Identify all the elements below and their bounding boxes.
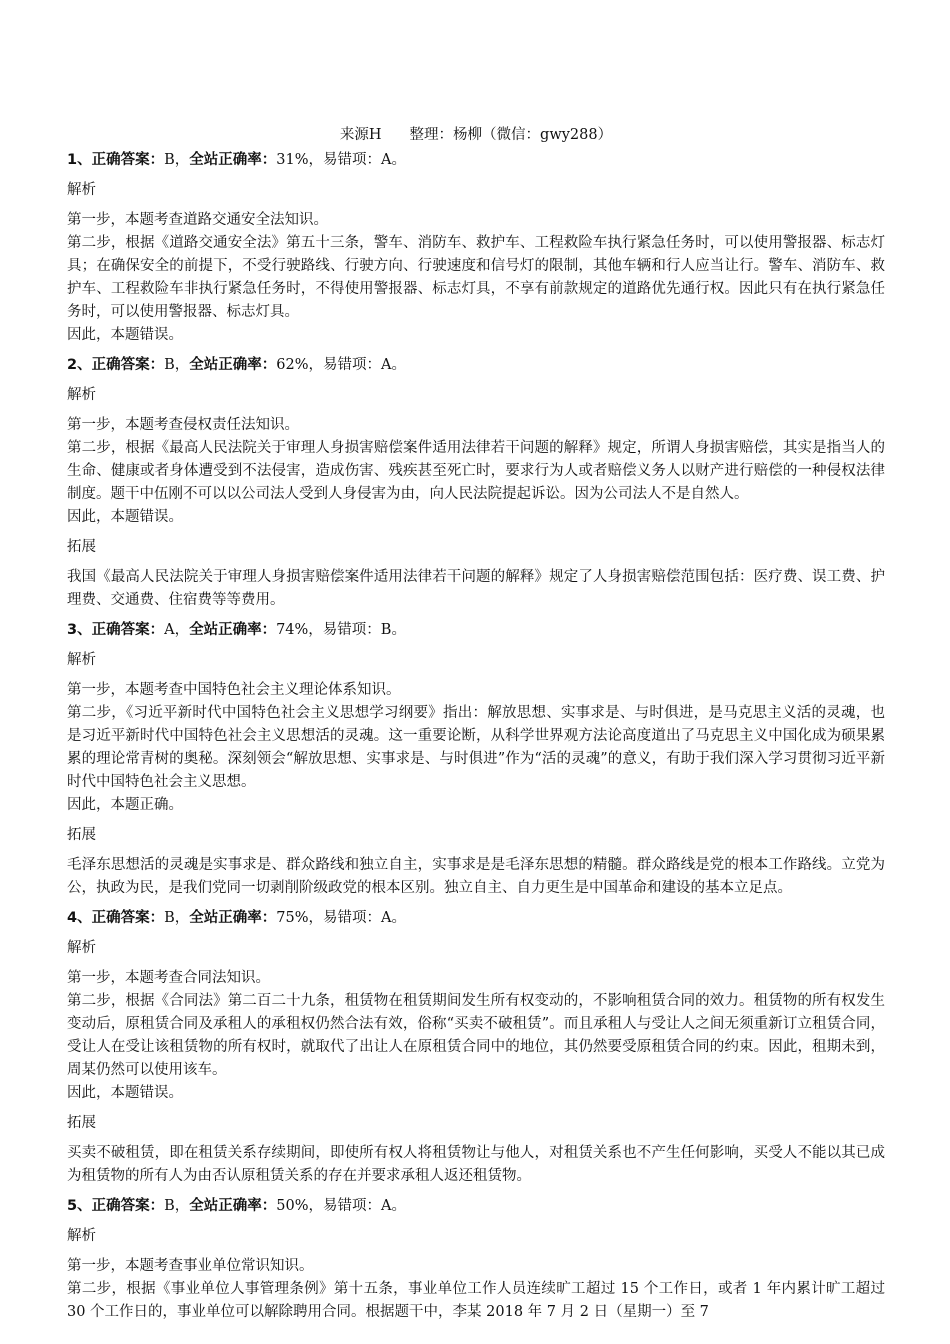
analysis-paragraph: 第一步，本题考查合同法知识。	[67, 970, 270, 986]
header-editor: 整理：杨柳（微信：gwy288）	[409, 127, 613, 143]
answer-key: 正确答案：	[91, 622, 165, 638]
spacer	[67, 347, 885, 354]
analysis-paragraph: 因此，本题错误。	[67, 1085, 183, 1101]
question-number: 2、	[67, 357, 92, 373]
answer-line	[67, 619, 885, 642]
rate-key: 全站正确率：	[189, 622, 277, 638]
analysis-label: 解析	[67, 387, 96, 403]
question-number: 4、	[67, 910, 92, 926]
answer-value: B，	[164, 910, 190, 926]
document-page	[67, 124, 885, 1331]
question-list	[67, 149, 885, 1331]
rate-key: 全站正确率：	[189, 1198, 277, 1214]
answer-line	[67, 354, 885, 377]
analysis-paragraph: 第二步，根据《最高人民法院关于审理人身损害赔偿案件适用法律若干问题的解释》规定，所谓人身损害赔偿，其实是指当人的生命、健康或者身体遭受到不法侵害，造成伤害、残疾甚至死亡时，要求行为人或者赔偿义务人以财产进行赔偿的一种侵权法律制度。题干中伍刚不可以以公司法人受到人身侵害为由，向人民法院提起诉讼。因为公司法人不是自然人。	[67, 440, 885, 502]
spacer	[67, 612, 885, 619]
header-source: 来源H	[339, 127, 382, 143]
extension-paragraph: 我国《最高人民法院关于审理人身损害赔偿案件适用法律若干问题的解释》规定了人身损害赔偿范围包括：医疗费、误工费、护理费、交通费、住宿费等等费用。	[67, 569, 885, 608]
answer-line	[67, 149, 885, 172]
rate-value: 74%，易错项：B。	[276, 622, 406, 638]
spacer	[67, 817, 885, 824]
answer-line	[67, 907, 885, 930]
analysis-label: 解析	[67, 940, 96, 956]
extension-label: 拓展	[67, 539, 96, 555]
analysis-paragraph: 因此，本题错误。	[67, 327, 183, 343]
analysis-paragraph: 因此，本题正确。	[67, 797, 183, 813]
question-number: 3、	[67, 622, 92, 638]
page-header	[67, 124, 885, 147]
analysis-label: 解析	[67, 652, 96, 668]
answer-key: 正确答案：	[91, 357, 165, 373]
question-number: 1、	[67, 152, 92, 168]
answer-line	[67, 1195, 885, 1218]
answer-value: B，	[164, 1198, 190, 1214]
answer-value: A，	[164, 622, 190, 638]
question-block	[67, 354, 885, 619]
answer-key: 正确答案：	[91, 1198, 165, 1214]
answer-value: B，	[164, 152, 190, 168]
question-block	[67, 149, 885, 354]
analysis-paragraph: 第一步，本题考查事业单位常识知识。	[67, 1258, 314, 1274]
analysis-paragraph: 第一步，本题考查侵权责任法知识。	[67, 417, 299, 433]
rate-key: 全站正确率：	[189, 152, 277, 168]
answer-key: 正确答案：	[91, 910, 165, 926]
spacer	[67, 900, 885, 907]
spacer	[67, 529, 885, 536]
rate-value: 75%，易错项：A。	[276, 910, 406, 926]
extension-paragraph: 买卖不破租赁，即在租赁关系存续期间，即使所有权人将租赁物让与他人，对租赁关系也不产生任何影响，买受人不能以其已成为租赁物的所有人为由否认原租赁关系的存在并要求承租人返还租赁物。	[67, 1145, 885, 1184]
analysis-paragraph: 因此，本题错误。	[67, 509, 183, 525]
analysis-paragraph: 第一步，本题考查中国特色社会主义理论体系知识。	[67, 682, 401, 698]
spacer	[67, 1105, 885, 1112]
rate-value: 31%，易错项：A。	[276, 152, 406, 168]
analysis-label: 解析	[67, 1228, 96, 1244]
rate-key: 全站正确率：	[189, 910, 277, 926]
rate-key: 全站正确率：	[189, 357, 277, 373]
analysis-paragraph: 第二步，根据《道路交通安全法》第五十三条，警车、消防车、救护车、工程救险车执行紧急任务时，可以使用警报器、标志灯具；在确保安全的前提下，不受行驶路线、行驶方向、行驶速度和信号灯的限制，其他车辆和行人应当让行。警车、消防车、救护车、工程救险车非执行紧急任务时，不得使用警报器、标志灯具，不享有前款规定的道路优先通行权。因此只有在执行紧急任务时，可以使用警报器、标志灯具。	[67, 235, 885, 320]
question-number: 5、	[67, 1198, 92, 1214]
answer-value: B，	[164, 357, 190, 373]
extension-label: 拓展	[67, 1115, 96, 1131]
analysis-paragraph: 第二步，《习近平新时代中国特色社会主义思想学习纲要》指出：解放思想、实事求是、与时俱进，是马克思主义活的灵魂，也是习近平新时代中国特色社会主义思想活的灵魂。这一重要论断，从科学世界观方法论高度道出了马克思主义中国化成为硕果累累的理论常青树的奥秘。深刻领会“解放思想、实事求是、与时俱进”作为“活的灵魂”的意义，有助于我们深入学习贯彻习近平新时代中国特色社会主义思想。	[67, 705, 885, 790]
rate-value: 62%，易错项：A。	[276, 357, 406, 373]
spacer	[67, 1324, 885, 1331]
rate-value: 50%，易错项：A。	[276, 1198, 406, 1214]
question-block	[67, 907, 885, 1195]
question-block	[67, 1195, 885, 1331]
analysis-paragraph: 第二步，根据《事业单位人事管理条例》第十五条，事业单位工作人员连续旷工超过 15 个工作日，或者 1 年内累计旷工超过 30 个工作日的，事业单位可以解除聘用合同。根据题干中，李某 2018 年 7 月 2 日（星期一）至 7	[67, 1281, 885, 1320]
spacer	[67, 1188, 885, 1195]
extension-paragraph: 毛泽东思想活的灵魂是实事求是、群众路线和独立自主，实事求是是毛泽东思想的精髓。群众路线是党的根本工作路线。立党为公，执政为民，是我们党同一切剥削阶级政党的根本区别。独立自主、自力更生是中国革命和建设的基本立足点。	[67, 857, 885, 896]
analysis-paragraph: 第一步，本题考查道路交通安全法知识。	[67, 212, 328, 228]
question-block	[67, 619, 885, 907]
answer-key: 正确答案：	[91, 152, 165, 168]
extension-label: 拓展	[67, 827, 96, 843]
analysis-paragraph: 第二步，根据《合同法》第二百二十九条，租赁物在租赁期间发生所有权变动的，不影响租赁合同的效力。租赁物的所有权发生变动后，原租赁合同及承租人的承租权仍然合法有效，俗称“买卖不破租赁”。而且承租人与受让人之间无须重新订立租赁合同，受让人在受让该租赁物的所有权时，就取代了出让人在原租赁合同中的地位，其仍然要受原租赁合同的约束。因此，租期未到，周某仍然可以使用该车。	[67, 993, 885, 1078]
analysis-label: 解析	[67, 182, 96, 198]
